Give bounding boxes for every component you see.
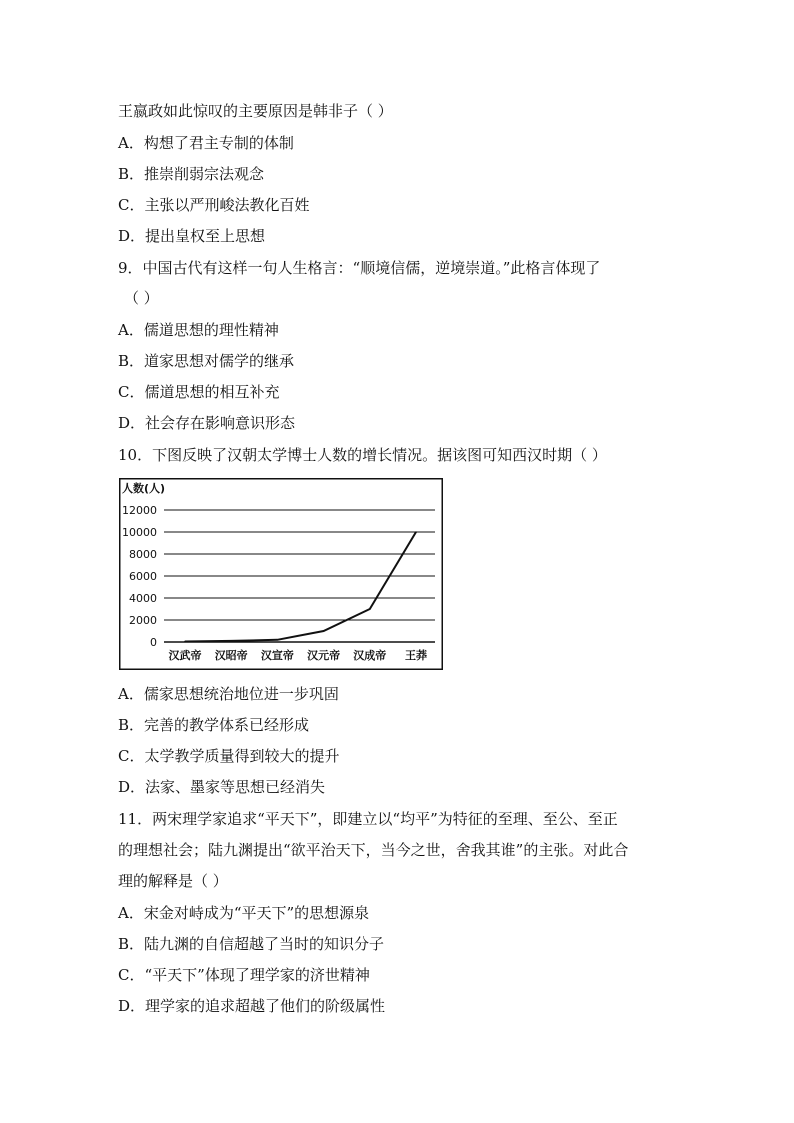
x-category-label: 王莽 <box>405 649 427 662</box>
q11-option-d: D．理学家的追求超越了他们的阶级属性 <box>118 997 386 1015</box>
q11-stem-line3: 理的解释是（ ） <box>118 872 228 890</box>
q9-stem-line2: （ ） <box>124 289 159 307</box>
data-point <box>369 608 371 610</box>
x-category-label: 汉宣帝 <box>260 649 294 662</box>
q8-option-a: A．构想了君主专制的体制 <box>118 134 294 152</box>
y-tick-label: 10000 <box>122 526 157 539</box>
x-category-label: 汉武帝 <box>168 649 202 662</box>
data-point <box>415 531 417 533</box>
q11-stem-line1: 11．两宋理学家追求“平天下”，即建立以“均平”为特征的至理、至公、至正 <box>118 810 618 828</box>
q10-option-b: B．完善的教学体系已经形成 <box>118 716 310 734</box>
x-category-label: 汉元帝 <box>307 649 341 662</box>
y-tick-label: 6000 <box>129 570 157 583</box>
data-point <box>277 639 279 641</box>
q11-option-b: B．陆九渊的自信超越了当时的知识分子 <box>118 935 385 953</box>
q9-stem-line1: 9．中国古代有这样一句人生格言：“顺境信儒，逆境崇道。”此格言体现了 <box>118 259 601 277</box>
q9-option-a: A．儒道思想的理性精神 <box>118 321 279 339</box>
y-axis-label: 人数(人) <box>122 482 166 495</box>
data-point <box>323 630 325 632</box>
y-tick-label: 12000 <box>122 504 157 517</box>
q9-option-d: D．社会存在影响意识形态 <box>118 414 296 432</box>
line-chart <box>119 478 443 670</box>
q10-option-a: A．儒家思想统治地位进一步巩固 <box>118 685 339 703</box>
q8-option-b: B．推崇削弱宗法观念 <box>118 165 265 183</box>
x-category-label: 汉昭帝 <box>214 649 248 662</box>
q9-option-c: C．儒道思想的相互补充 <box>118 383 280 401</box>
data-point <box>184 641 186 643</box>
q11-option-c: C．“平天下”体现了理学家的济世精神 <box>118 966 370 984</box>
q9-option-b: B．道家思想对儒学的继承 <box>118 352 295 370</box>
q11-option-a: A．宋金对峙成为“平天下”的思想源泉 <box>118 904 370 922</box>
q10-stem: 10．下图反映了汉朝太学博士人数的增长情况。据该图可知西汉时期（ ） <box>118 446 607 464</box>
y-tick-label: 4000 <box>129 592 157 605</box>
q10-option-c: C．太学教学质量得到较大的提升 <box>118 747 340 765</box>
q10-option-d: D．法家、墨家等思想已经消失 <box>118 778 326 796</box>
q11-stem-line2: 的理想社会；陆九渊提出“欲平治天下，当今之世，舍我其谁”的主张。对此合 <box>118 841 629 859</box>
q8-option-c: C．主张以严刑峻法教化百姓 <box>118 196 310 214</box>
y-tick-label: 2000 <box>129 614 157 627</box>
data-point <box>230 640 232 642</box>
chart-frame <box>120 479 443 670</box>
x-category-label: 汉成帝 <box>353 649 387 662</box>
question-8-intro: 王嬴政如此惊叹的主要原因是韩非子（ ） <box>118 102 393 120</box>
y-tick-label: 8000 <box>129 548 157 561</box>
q8-option-d: D．提出皇权至上思想 <box>118 227 266 245</box>
y-tick-label: 0 <box>150 636 157 649</box>
